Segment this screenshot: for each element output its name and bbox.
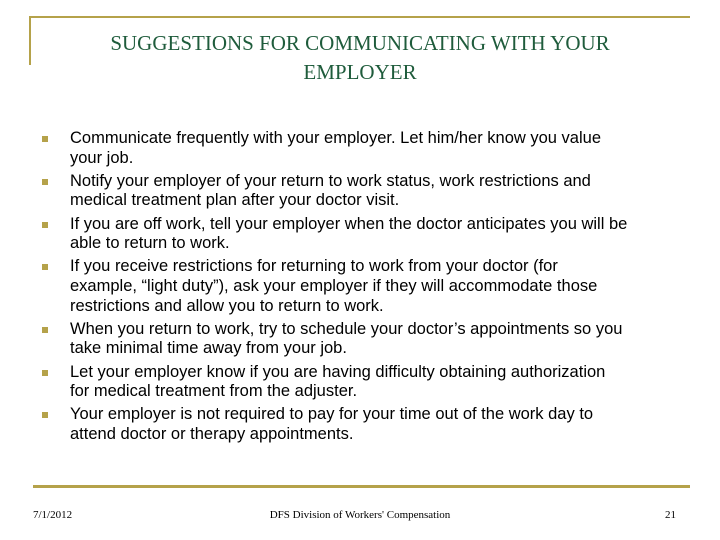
bullet-text-line: restrictions and allow you to return to work. <box>70 296 384 315</box>
title-line-1: SUGGESTIONS FOR COMMUNICATING WITH YOUR <box>110 31 610 55</box>
square-bullet-icon <box>42 370 48 376</box>
title-line-2: EMPLOYER <box>303 60 417 84</box>
bullet-list <box>0 129 627 448</box>
footer-organization: DFS Division of Workers' Compensation <box>269 509 451 521</box>
square-bullet-icon <box>42 264 48 270</box>
square-bullet-icon <box>42 222 48 228</box>
square-bullet-icon <box>42 327 48 333</box>
bullet-text-line: Let your employer know if you are having difficulty obtaining authorization <box>70 362 606 381</box>
bullet-text-line: Notify your employer of your return to work status, work restrictions and <box>70 171 591 190</box>
bullet-text-line: When you return to work, try to schedule your doctor’s appointments so you <box>70 319 623 338</box>
bullet-text-line: able to return to work. <box>70 234 230 253</box>
bullet-text-line: If you are off work, tell your employer when the doctor anticipates you will be <box>70 214 628 233</box>
top-rule <box>29 16 690 18</box>
square-bullet-icon <box>42 136 48 142</box>
bullet-text-line: If you receive restrictions for returning to work from your doctor (for <box>70 257 558 276</box>
bullet-text-line: Your employer is not required to pay for your time out of the work day to <box>70 405 594 424</box>
list-item <box>0 129 627 168</box>
bullet-text-line: example, “light duty”), ask your employer if they will accommodate those <box>70 276 598 295</box>
footer-date: 7/1/2012 <box>33 509 73 521</box>
slide-title <box>40 29 680 87</box>
bullet-text-line: attend doctor or therapy appointments. <box>70 424 354 443</box>
square-bullet-icon <box>42 179 48 185</box>
bullet-text-line: for medical treatment from the adjuster. <box>70 382 358 401</box>
list-item <box>0 215 627 254</box>
bullet-text-line: your job. <box>70 148 134 167</box>
list-item <box>0 172 627 211</box>
bottom-rule <box>33 485 690 488</box>
list-item <box>0 257 627 316</box>
bullet-text-line: medical treatment plan after your doctor visit. <box>70 191 400 210</box>
list-item <box>0 363 627 402</box>
list-item <box>0 320 627 359</box>
left-rule <box>29 16 31 65</box>
list-item <box>0 405 627 444</box>
bullet-text-line: take minimal time away from your job. <box>70 339 347 358</box>
page-number: 21 <box>665 509 676 521</box>
square-bullet-icon <box>42 412 48 418</box>
bullet-text-line: Communicate frequently with your employer. Let him/her know you value <box>70 129 602 147</box>
